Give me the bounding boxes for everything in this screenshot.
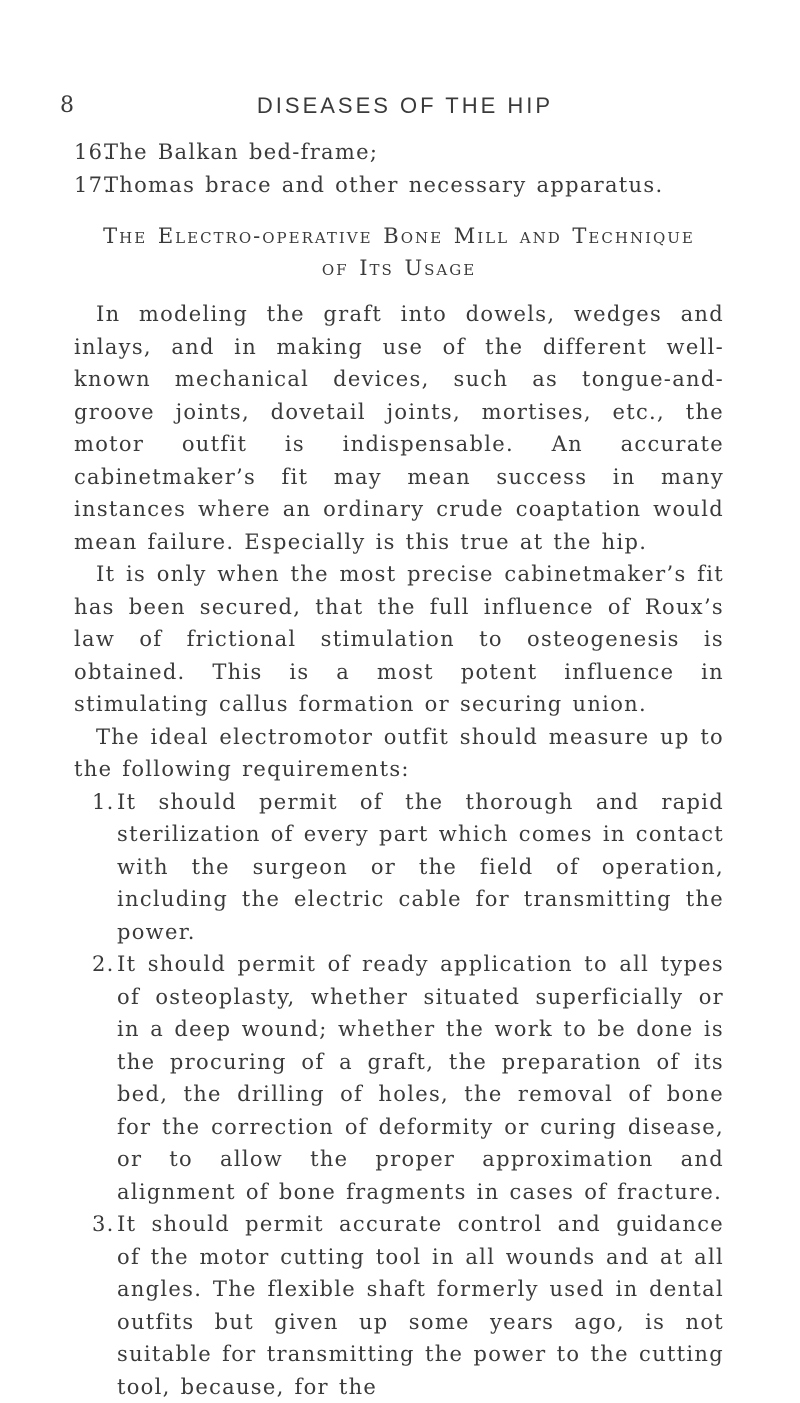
paragraph: It is only when the most precise cabinetmaker’s fit has been secured, that the full influence of Roux’s law of frictional stimulation to osteogenesis is obtained. This is a most potent influence in stimulating callus formation or securing union. (74, 558, 724, 721)
page-header (60, 93, 750, 123)
list-item (74, 169, 724, 202)
running-head: DISEASES OF THE HIP (60, 93, 750, 119)
list-item-text: Thomas brace and other necessary apparatus. (104, 173, 663, 197)
section-heading (74, 220, 724, 284)
page-content (74, 136, 724, 1403)
requirement-number: 3. (92, 1208, 115, 1241)
paragraph: The ideal electromotor outfit should measure up to the following requirements: (74, 721, 724, 786)
section-heading-line2: of Its Usage (74, 252, 724, 284)
section-heading-line1: The Electro-operative Bone Mill and Technique (74, 220, 724, 252)
requirement-item (74, 786, 724, 949)
requirement-item (74, 948, 724, 1208)
page-number: 8 (60, 93, 75, 118)
requirements-list (74, 786, 724, 1403)
list-item-number: 17. (74, 169, 94, 202)
requirement-number: 1. (92, 786, 115, 819)
requirement-text: It should permit of the thorough and rapid sterilization of every part which comes in contact with the surgeon or the field of operation, including the electric cable for transmitting the power. (117, 790, 724, 944)
requirement-text: It should permit of ready application to all types of osteoplasty, whether situated superficially or in a deep wound; whether the work to be done is the procuring of a graft, the preparation of its bed, the drilling of holes, the removal of bone for the correction of deformity or curing disease, or to allow the proper approximation and alignment of bone fragments in cases of fracture. (117, 952, 724, 1204)
requirement-number: 2. (92, 948, 115, 981)
list-item (74, 136, 724, 169)
paragraph: In modeling the graft into dowels, wedges and inlays, and in making use of the different well-known mechanical devices, such as tongue-and-groove joints, dovetail joints, mortises, etc., the motor outfit is indispensable. An accurate cabinetmaker’s fit may mean success in many instances where an ordinary crude coaptation would mean failure. Especially is this true at the hip. (74, 298, 724, 558)
requirement-item (74, 1208, 724, 1403)
requirement-text: It should permit accurate control and guidance of the motor cutting tool in all wounds and at all angles. The flexible shaft formerly used in dental outfits but given up some years ago, is not suitable for transmitting the power to the cutting tool, because, for the (117, 1212, 724, 1399)
list-item-number: 16. (74, 136, 94, 169)
list-item-text: The Balkan bed-frame; (104, 140, 378, 164)
